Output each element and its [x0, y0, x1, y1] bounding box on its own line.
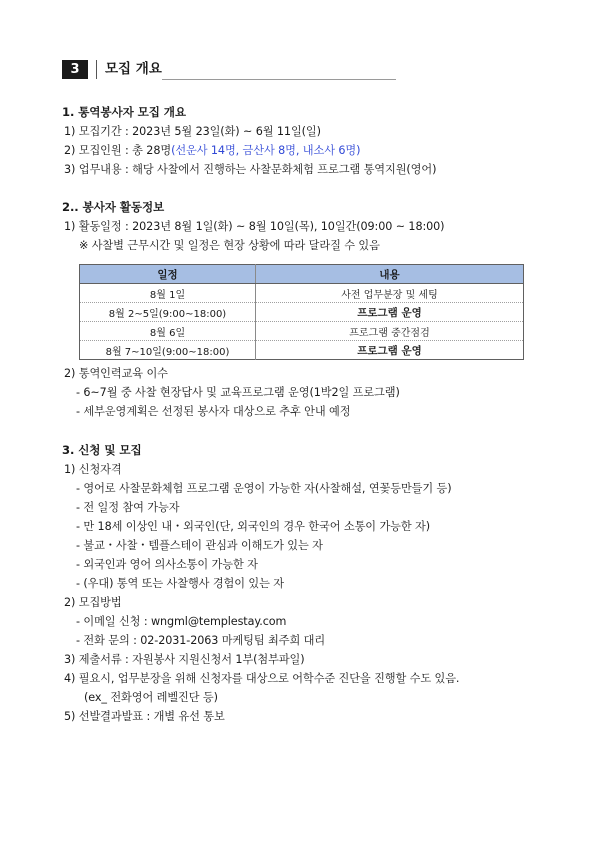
method-item-email: - 이메일 신청 : wngml@templestay.com: [76, 615, 287, 628]
table-row: [80, 341, 524, 360]
qualification-item: - 만 18세 이상인 내・외국인(단, 외국인의 경우 한국어 소통이 가능한 자): [76, 520, 430, 533]
section-title: 모집 개요: [96, 60, 162, 79]
recruit-count: [64, 143, 360, 158]
method-heading: 2) 모집방법: [64, 596, 122, 609]
training-item: - 세부운영계획은 선정된 봉사자 대상으로 추후 안내 예정: [76, 405, 351, 418]
activity-dates: 1) 활동일정 : 2023년 8월 1일(화) ~ 8월 10일(목), 10일간(09:00 ~ 18:00): [64, 220, 445, 233]
section-2-title: 2.. 봉사자 활동정보: [62, 200, 165, 214]
table-cell-content: 프로그램 운영: [256, 341, 524, 360]
section-header: [62, 60, 334, 80]
schedule-table: [79, 264, 524, 360]
table-row: [80, 284, 524, 303]
recruit-count-detail: (선운사 14명, 금산사 8명, 내소사 6명): [171, 144, 361, 157]
qualification-item: - (우대) 통역 또는 사찰행사 경험이 있는 자: [76, 577, 284, 590]
method-item-phone: - 전화 문의 : 02-2031-2063 마케팅팀 최주희 대리: [76, 634, 326, 647]
table-header-content: 내용: [256, 265, 524, 284]
table-header-schedule: 일정: [80, 265, 256, 284]
table-row: [80, 322, 524, 341]
language-test-note: 4) 필요시, 업무분장을 위해 신청자를 대상으로 어학수준 진단을 진행할 수도 있음.: [64, 672, 460, 685]
duty-description: 3) 업무내용 : 해당 사찰에서 진행하는 사찰문화체험 프로그램 통역지원(영어): [64, 163, 437, 176]
table-row: [80, 303, 524, 322]
table-cell-content: 사전 업무분장 및 세팅: [256, 284, 524, 303]
table-cell-date: 8월 7~10일(9:00~18:00): [80, 341, 256, 360]
training-item: - 6~7월 중 사찰 현장답사 및 교육프로그램 운영(1박2일 프로그램): [76, 386, 400, 399]
qualification-item: - 외국인과 영어 의사소통이 가능한 자: [76, 558, 258, 571]
table-header-row: [80, 265, 524, 284]
table-cell-date: 8월 6일: [80, 322, 256, 341]
qualification-item: - 전 일정 참여 가능자: [76, 501, 180, 514]
recruit-period: 1) 모집기간 : 2023년 5월 23일(화) ~ 6월 11일(일): [64, 125, 321, 138]
table-cell-content: 프로그램 운영: [256, 303, 524, 322]
section-3-title: 3. 신청 및 모집: [62, 443, 142, 457]
table-cell-date: 8월 1일: [80, 284, 256, 303]
qualification-heading: 1) 신청자격: [64, 463, 122, 476]
qualification-item: - 영어로 사찰문화체험 프로그램 운영이 가능한 자(사찰해설, 연꽃등만들기 등): [76, 482, 452, 495]
section-number-box: 3: [62, 60, 88, 79]
result-announcement: 5) 선발결과발표 : 개별 유선 통보: [64, 710, 225, 723]
table-cell-content: 프로그램 중간점검: [256, 322, 524, 341]
qualification-item: - 불교・사찰・템플스테이 관심과 이해도가 있는 자: [76, 539, 323, 552]
required-documents: 3) 제출서류 : 자원봉사 지원신청서 1부(첨부파일): [64, 653, 305, 666]
section-1-title: 1. 통역봉사자 모집 개요: [62, 105, 186, 119]
header-underline: [162, 79, 396, 80]
recruit-count-total: 2) 모집인원 : 총 28명: [64, 144, 172, 157]
schedule-note: ※ 사찰별 근무시간 및 일정은 현장 상황에 따라 달라질 수 있음: [79, 239, 380, 252]
language-test-example: (ex_ 전화영어 레벨진단 등): [84, 691, 218, 704]
table-cell-date: 8월 2~5일(9:00~18:00): [80, 303, 256, 322]
training-heading: 2) 통역인력교육 이수: [64, 367, 168, 380]
